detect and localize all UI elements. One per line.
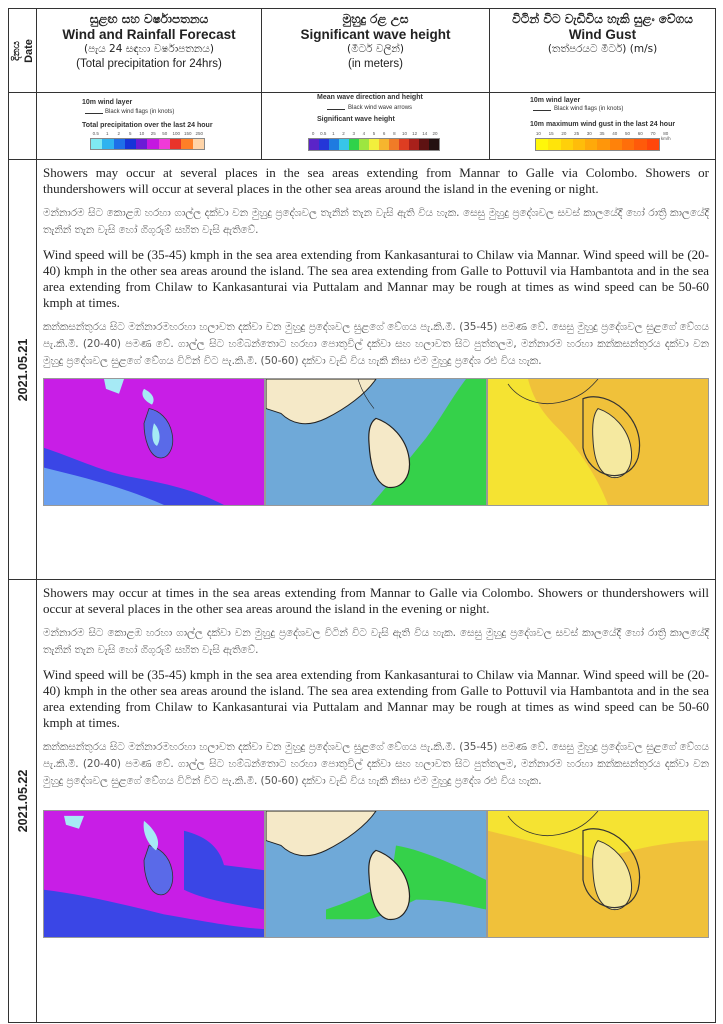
gust-legend <box>490 93 716 160</box>
legend-tick-label: 30 <box>586 131 592 136</box>
gust-header <box>490 9 716 93</box>
legend-tick-label: 35 <box>599 131 605 136</box>
colorbar-swatch <box>399 139 409 150</box>
colorbar-swatch <box>339 139 349 150</box>
gust-map <box>487 810 709 938</box>
gust-sub: (තත්පරයට මීටර්) (m/s) <box>547 43 658 55</box>
colorbar-swatch <box>329 139 339 150</box>
legend-tick-label: 4 <box>362 131 366 136</box>
colorbar-swatch <box>136 139 147 149</box>
legend-tick-label: 5 <box>128 131 132 136</box>
legend-tick-label: 6 <box>382 131 386 136</box>
wind-rain-sub-si: (පැය 24 සඳහා වර්ෂාපතනය) <box>84 43 214 55</box>
forecast-maps <box>43 378 709 506</box>
day-wind-text-si: කන්කසන්තුරය සිට මන්නාරමහරහා හලාවත දක්වා වන මුහුදු ප්‍රදේශවල සුළගේ වේගය පැ.කි.මී. (35-45) පමණ වේ. සෙසු මුහුදු ප්‍රදේශවල සුළගේ වේගය පැ.කි.මී. (20-40) පමණ වේ. ගාල්ල සිට හම්බන්තොට හරහා පොතුවිල් දක්වා සහ හලාවත සිට පුත්තලම, මන්නාරම හරහා කන්කසන්තුරය දක්වා වන මුහුදු ප්‍රදේශවල සුළගේ වේගය විටින් විට පැ.කි.මී. (50-60) දක්වා වැඩි විය හැකි නිසා එම මුහුදු ප්‍රදේශ රළු විය හැක. <box>43 741 709 787</box>
day-wind-text-si: කන්කසන්තුරය සිට මන්නාරමහරහා හලාවත දක්වා වන මුහුදු ප්‍රදේශවල සුළගේ වේගය පැ.කි.මී. (35-45) පමණ වේ. සෙසු මුහුදු ප්‍රදේශවල සුළගේ වේගය පැ.කි.මී. (20-40) පමණ වේ. ගාල්ල සිට හම්බන්තොට හරහා පොතුවිල් දක්වා සහ හලාවත සිට පුත්තලම, මන්නාරම හරහා කන්කසන්තුරය දක්වා වන මුහුදු ප්‍රදේශවල සුළගේ වේගය විටින් විට පැ.කි.මී. (50-60) දක්වා වැඩි විය හැකි නිසා එම මුහුදු ප්‍රදේශ රළු විය හැක. <box>43 321 709 367</box>
wind-rain-title-en: Wind and Rainfall Forecast <box>62 27 236 42</box>
colorbar-swatch <box>597 139 609 150</box>
gust-legend-flags: Black wind flags (in knots) <box>554 106 624 112</box>
wind-rain-header <box>37 9 262 93</box>
colorbar-swatch <box>349 139 359 150</box>
colorbar-swatch <box>359 139 369 150</box>
colorbar-swatch <box>369 139 379 150</box>
colorbar-swatch <box>147 139 158 149</box>
colorbar-swatch <box>409 139 419 150</box>
legend-tick-label: 150 <box>183 131 192 136</box>
day-date: 2021.05.22 <box>15 769 30 833</box>
legend-tick-label: 0.5 <box>92 131 99 136</box>
header-row <box>9 9 716 93</box>
date-header-cell <box>9 9 37 93</box>
legend-tick-label: 2 <box>342 131 345 136</box>
date-header-en: Date <box>22 38 35 63</box>
legend-row <box>9 93 716 160</box>
colorbar-swatch <box>181 139 192 149</box>
wave-sub-si: (මීටර් වලින්) <box>346 43 405 55</box>
legend-tick-label: 10 <box>401 131 407 136</box>
colorbar-swatch <box>647 139 659 150</box>
day-rain-text-si: මන්නාරම සිට කොළඹ හරහා ගාල්ල දක්වා වන මුහුදු ප්‍රදේශවල විටින් විට වැසි ඇති විය හැක. සෙසු මුහුදු ප්‍රදේශවල සවස් කාලයේදී හෝ රාත්‍රි කාලයේදී තැනින් තැන වැසි හෝ ගිගුරුම් සහිත වැසි ඇතිවේ. <box>43 627 709 656</box>
wave-legend-sub: Significant wave height <box>317 116 395 123</box>
colorbar-swatch <box>114 139 125 149</box>
colorbar-swatch <box>419 139 429 150</box>
colorbar-swatch <box>125 139 136 149</box>
colorbar-swatch <box>622 139 634 150</box>
wind-rain-title-si: සුළඟ සහ වර්ෂාපතනය <box>89 12 209 26</box>
wave-map <box>265 810 487 938</box>
colorbar-swatch <box>159 139 170 149</box>
legend-tick-label: 25 <box>150 131 156 136</box>
gust-flag-icon <box>533 110 551 111</box>
rain-map <box>43 378 265 506</box>
wave-legend-ticks <box>308 131 440 136</box>
day-rain-text-en: Showers may occur at times in the sea areas extending from Mannar to Galle via Colombo. Showers or thundershowers will occur at several places in the other sea areas around the island in the evening or night. <box>43 585 709 616</box>
gust-title-en: Wind Gust <box>568 27 637 42</box>
gust-title-si: විටින් විට වැඩිවිය හැකි සුළං වේගය <box>512 12 693 26</box>
colorbar-swatch <box>170 139 181 149</box>
legend-tick-label: 15 <box>548 131 554 136</box>
legend-date-cell <box>9 93 37 160</box>
date-header-si: දිනය <box>10 40 22 61</box>
wave-legend-arrows: Black wind wave arrows <box>348 105 413 111</box>
rain-legend-layer: 10m wind layer <box>82 99 133 106</box>
legend-tick-label: 8 <box>393 131 396 136</box>
rain-legend-flags: Black wind flags (in knots) <box>105 109 175 115</box>
wave-colorbar <box>308 138 440 151</box>
wave-map <box>265 378 487 506</box>
day-rain-text-en: Showers may occur at several places in the sea areas extending from Mannar to Galle via Colombo. Showers or thundershowers will occur at several places in the other sea areas around the island in the evening or night. <box>43 165 709 196</box>
colorbar-swatch <box>309 139 319 150</box>
legend-tick-label: 10 <box>535 131 541 136</box>
day-wind-text-en: Wind speed will be (35-45) kmph in the sea area extending from Kankasanturai to Chilaw via Mannar. Wind speed will be (20-40) kmph in the other sea areas around the island. The sea area extending from Galle to Pottuvil via Hambantota and in the sea area extending from Chilaw to Kankasanturai via Puttalam and Mannar may be rough at times as wind speed can be 50-60 kmph at times. <box>43 247 709 310</box>
colorbar-swatch <box>561 139 573 150</box>
wave-title-en: Significant wave height <box>300 27 451 42</box>
wave-arrow-icon <box>327 109 345 110</box>
gust-legend-title: 10m maximum wind gust in the last 24 hour <box>530 121 676 128</box>
rain-legend <box>37 93 262 160</box>
legend-tick-label: 1 <box>332 131 335 136</box>
rain-colorbar <box>90 138 205 150</box>
forecast-maps <box>43 810 709 938</box>
colorbar-swatch <box>634 139 646 150</box>
legend-tick-label: 250 <box>195 131 203 136</box>
colorbar-swatch <box>573 139 585 150</box>
legend-tick-label: 0.5 <box>320 131 327 136</box>
wave-title-si: මුහුදු රළ උස <box>342 12 409 26</box>
legend-tick-label: 3 <box>352 131 355 136</box>
legend-tick-label: 1 <box>105 131 109 136</box>
wind-rain-sub-en: (Total precipitation for 24hrs) <box>76 58 222 70</box>
day-content <box>37 160 716 580</box>
colorbar-swatch <box>319 139 329 150</box>
legend-tick-label: 60 <box>637 131 643 136</box>
legend-tick-label: 70 <box>650 131 656 136</box>
legend-tick-label: 10 <box>139 131 145 136</box>
colorbar-swatch <box>536 139 548 150</box>
day-row <box>9 580 716 1023</box>
day-row <box>9 160 716 580</box>
colorbar-swatch <box>548 139 560 150</box>
forecast-table <box>8 8 716 1023</box>
colorbar-swatch <box>429 139 439 150</box>
wave-header <box>262 9 490 93</box>
wave-legend-title: Mean wave direction and height <box>317 94 423 101</box>
legend-tick-label: 20 <box>561 131 567 136</box>
colorbar-swatch <box>379 139 389 150</box>
legend-tick-label: 25 <box>574 131 580 136</box>
gust-legend-layer: 10m wind layer <box>530 97 581 104</box>
legend-tick-label: 50 <box>162 131 168 136</box>
legend-tick-label: 5 <box>372 131 376 136</box>
colorbar-swatch <box>389 139 399 150</box>
legend-tick-label: 100 <box>172 131 180 136</box>
legend-tick-label: 14 <box>422 131 428 136</box>
gust-colorbar <box>535 138 660 151</box>
colorbar-swatch <box>102 139 113 149</box>
day-wind-text-en: Wind speed will be (35-45) kmph in the sea area extending from Kankasanturai to Chilaw via Mannar. Wind speed will be (20-40) kmph in the other sea areas around the island. The sea area extending from Galle to Pottuvil via Hambantota and in the sea area extending from Chilaw to Kankasanturai via Puttalam and Mannar may be rough at times as wind speed can be 50-60 kmph at times. <box>43 667 709 730</box>
legend-tick-label: 2 <box>117 131 120 136</box>
day-date-cell <box>9 160 37 580</box>
gust-map <box>487 378 709 506</box>
wave-sub-en: (in meters) <box>348 58 403 70</box>
rain-legend-title: Total precipitation over the last 24 hour <box>82 122 213 129</box>
day-date: 2021.05.21 <box>15 338 30 401</box>
legend-tick-label: 40 <box>612 131 618 136</box>
legend-tick-label: 50 <box>625 131 631 136</box>
wave-legend <box>262 93 490 160</box>
colorbar-swatch <box>610 139 622 150</box>
legend-tick-label: 20 <box>432 131 438 136</box>
legend-tick-label: 80 km/h <box>660 131 671 141</box>
date-column-header <box>11 39 35 63</box>
legend-tick-label: 12 <box>412 131 418 136</box>
day-rain-text-si: මන්නාරම සිට කොළඹ හරහා ගාල්ල දක්වා වන මුහුදු ප්‍රදේශවල තැනින් තැන වැසි ඇති විය හැක. සෙසු මුහුදු ප්‍රදේශවල සවස් කාලයේදී හෝ රාත්‍රි කාලයේදී තැනින් තැන වැසි හෝ ගිගුරුම් සහිත වැසි ඇතිවේ. <box>43 207 709 236</box>
day-content <box>37 580 716 1023</box>
colorbar-swatch <box>585 139 597 150</box>
day-date-cell <box>9 580 37 1023</box>
colorbar-swatch <box>193 139 204 149</box>
rain-legend-ticks <box>90 131 205 136</box>
wind-flag-icon <box>85 113 103 114</box>
legend-tick-label: 0 <box>311 131 315 136</box>
colorbar-swatch <box>91 139 102 149</box>
rain-map <box>43 810 265 938</box>
